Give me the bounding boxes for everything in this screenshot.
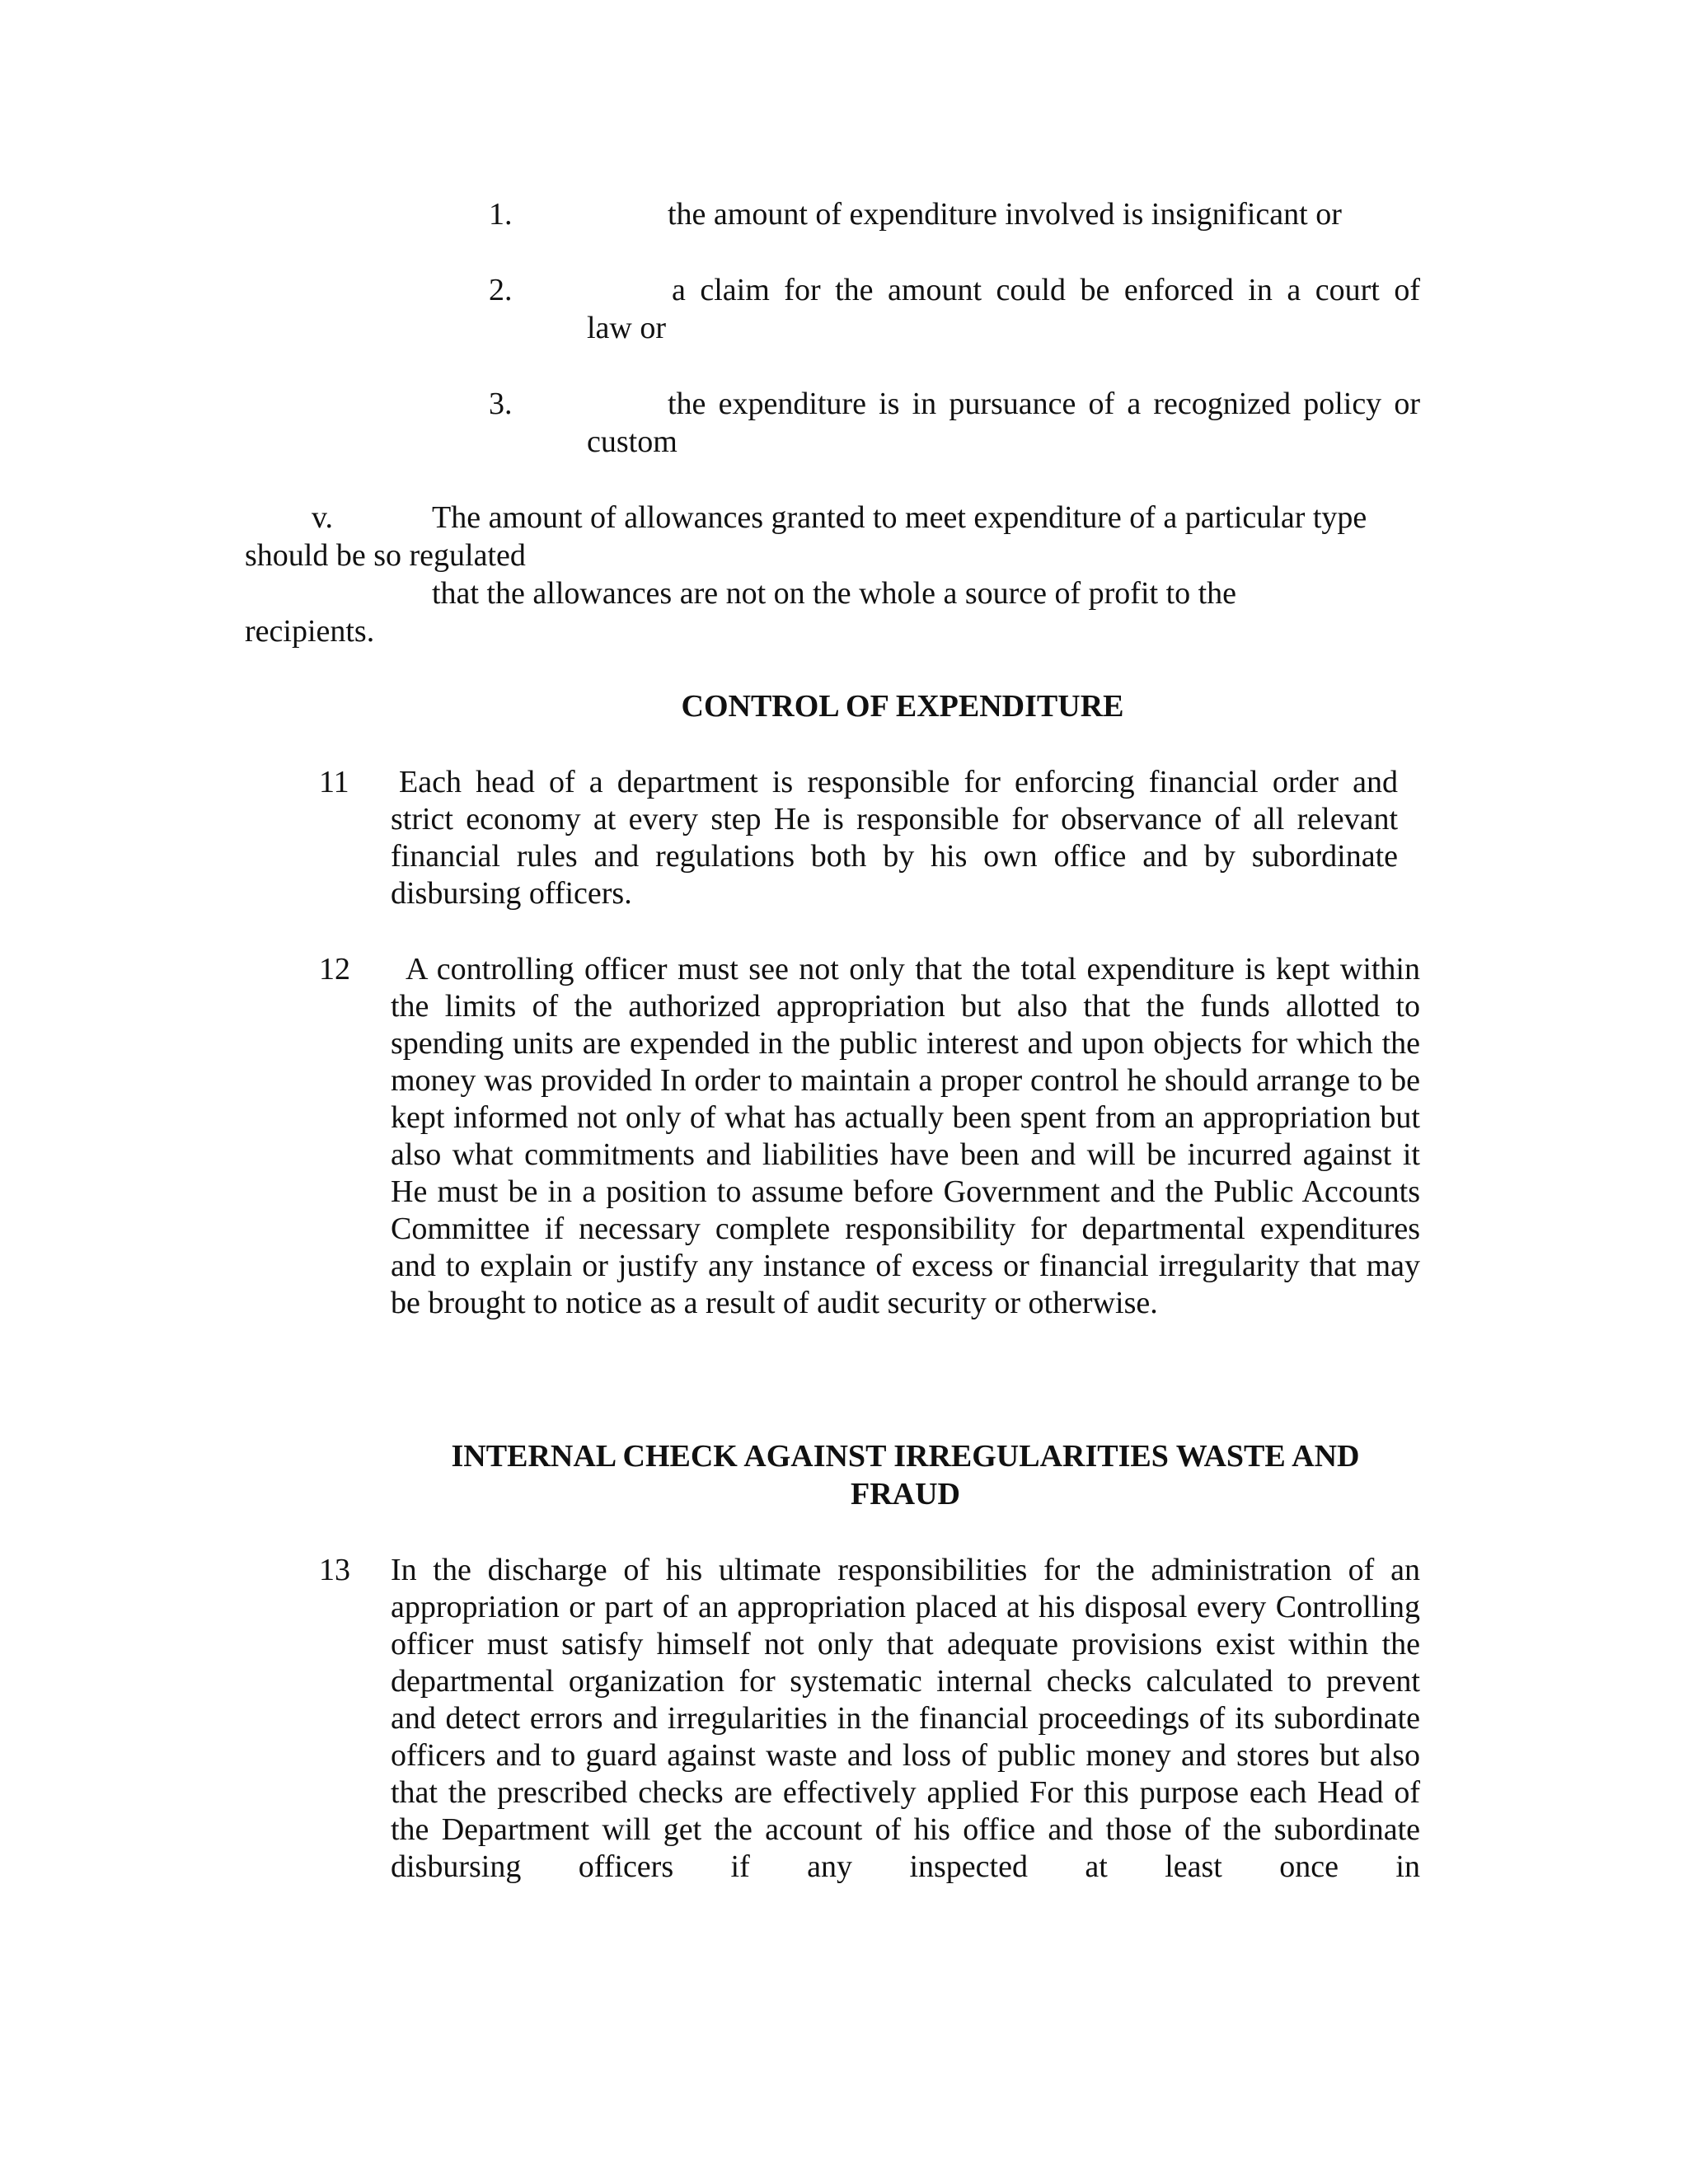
clause-v-number: v. — [312, 500, 334, 535]
list-item-2-number: 2. — [489, 273, 513, 307]
list-item-2-line-1: a claim for the amount could be enforced in a court of — [672, 273, 1420, 307]
paragraph-13-number: 13 — [319, 1553, 350, 1587]
list-item-2-line-2: law or — [587, 311, 667, 345]
paragraph-11-text: Each head of a department is responsible for enforcing financial order and strict economy at every step He is responsible for observance of all relevant financial rules and regulations both by his own office and by subordinate disbursing officers. — [391, 765, 1398, 911]
paragraph-12-text: A controlling officer must see not only that the total expenditure is kept within the limits of the authorized appropriation but also that the funds allotted to spending units are expended in the public interest and upon objects for which the money was provided In order to maintain a proper control he should arrange to be kept informed not only of what has actually been spent from an appropriation but also what commitments and liabilities have been and will be incurred against it He must be in a position to assume before Government and the Public Accounts Committee if necessary complete responsibility for departmental expenditures and to explain or justify any instance of excess or financial irregularity that may be brought to notice as a result of audit security or otherwise. — [391, 952, 1420, 1320]
list-item-3-line-2: custom — [587, 424, 678, 459]
list-item-1-number: 1. — [489, 197, 513, 232]
paragraph-11-number: 11 — [319, 765, 349, 799]
section-heading-internal-check-line-1: INTERNAL CHECK AGAINST IRREGULARITIES WASTE AND — [451, 1439, 1360, 1474]
section-heading-control-of-expenditure: CONTROL OF EXPENDITURE — [681, 689, 1124, 724]
clause-v-line-3: that the allowances are not on the whole a source of profit to the — [432, 576, 1237, 611]
clause-v-line-2: should be so regulated — [245, 538, 526, 573]
clause-v-line-4: recipients. — [245, 614, 375, 649]
paragraph-12-number: 12 — [319, 952, 350, 987]
section-heading-internal-check-line-2: FRAUD — [851, 1477, 960, 1511]
paragraph-13-text: In the discharge of his ultimate responsibilities for the administration of an appropriation or part of an appropriation placed at his disposal every Controlling officer must satisfy himself not only that adequate provisions exist within the departmental organization for systematic internal checks calculated to prevent and detect errors and irregularities in the financial proceedings of its subordinate officers and to guard against waste and loss of public money and stores but also that the prescribed checks are effectively applied For this purpose each Head of the Department will get the account of his office and those of the subordinate disbursing officers if any inspected at least once in — [391, 1553, 1420, 1884]
list-item-3-line-1: the expenditure is in pursuance of a recognized policy or — [668, 387, 1420, 421]
clause-v-line-1: The amount of allowances granted to meet expenditure of a particular type — [432, 500, 1367, 535]
list-item-3-number: 3. — [489, 387, 513, 421]
list-item-1-text: the amount of expenditure involved is insignificant or — [668, 197, 1342, 232]
